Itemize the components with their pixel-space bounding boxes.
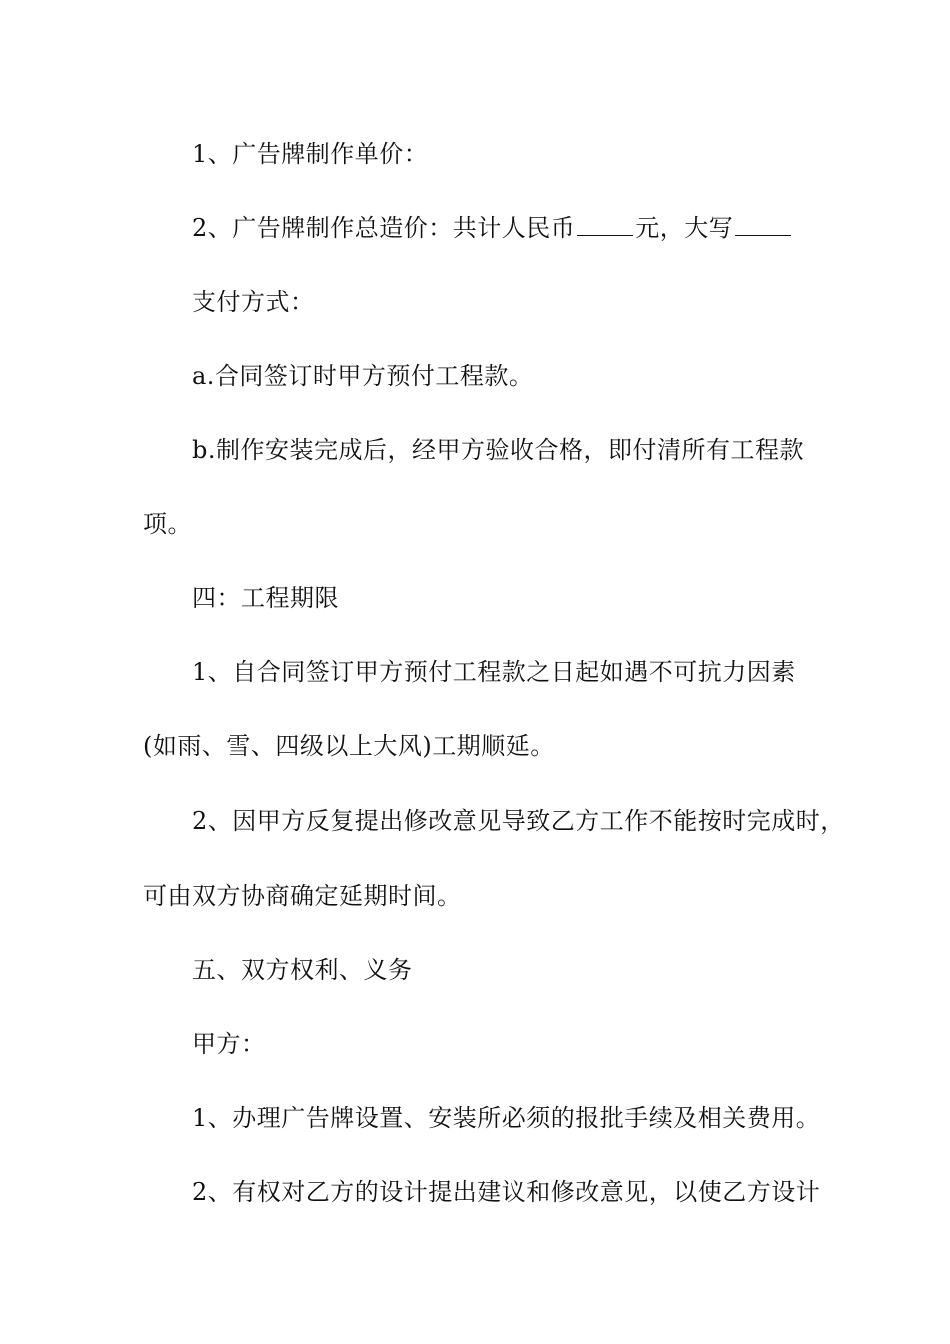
paragraph-text: 元，大写 — [635, 214, 734, 242]
paragraph-text: 四：工程期限 — [192, 584, 339, 612]
paragraph-text: 项。 — [143, 510, 192, 538]
paragraph-schedule-2 — [192, 805, 845, 837]
fill-in-blank-uppercase — [735, 215, 791, 236]
fill-in-blank-amount — [577, 215, 633, 236]
section-heading-schedule — [192, 582, 339, 614]
paragraph-text: 五、双方权利、义务 — [192, 956, 413, 984]
paragraph-payment-b-cont — [143, 508, 192, 540]
paragraph-payment-heading — [192, 286, 315, 318]
paragraph-text: a.合同签订时甲方预付工程款。 — [192, 362, 534, 390]
paragraph-text: 支付方式： — [192, 288, 315, 316]
paragraph-text: 2、因甲方反复提出修改意见导致乙方工作不能按时完成时， — [192, 807, 845, 835]
paragraph-payment-a — [192, 360, 533, 392]
paragraph-party-a — [192, 1028, 266, 1060]
paragraph-schedule-2-cont — [143, 880, 462, 912]
paragraph-text: 2、有权对乙方的设计提出建议和修改意见，以使乙方设计 — [192, 1178, 821, 1206]
paragraph-text: b.制作安装完成后，经甲方验收合格，即付清所有工程款 — [192, 436, 804, 464]
paragraph-text: 可由双方协商确定延期时间。 — [143, 882, 462, 910]
paragraph-party-a-1 — [192, 1102, 820, 1134]
paragraph-text: 1、自合同签订甲方预付工程款之日起如遇不可抗力因素 — [192, 658, 796, 686]
paragraph-total-price — [192, 212, 793, 244]
paragraph-text: 1、广告牌制作单价： — [192, 140, 429, 168]
paragraph-schedule-1-cont — [143, 730, 555, 762]
paragraph-text: (如雨、雪、四级以上大风)工期顺延。 — [143, 732, 555, 760]
section-heading-rights — [192, 954, 413, 986]
paragraph-unit-price — [192, 138, 428, 170]
paragraph-text: 1、办理广告牌设置、安装所必须的报批手续及相关费用。 — [192, 1104, 821, 1132]
paragraph-party-a-2 — [192, 1176, 820, 1208]
paragraph-schedule-1 — [192, 656, 796, 688]
paragraph-payment-b — [192, 434, 804, 466]
paragraph-text: 甲方： — [192, 1030, 266, 1058]
paragraph-text: 2、广告牌制作总造价：共计人民币 — [192, 214, 576, 242]
